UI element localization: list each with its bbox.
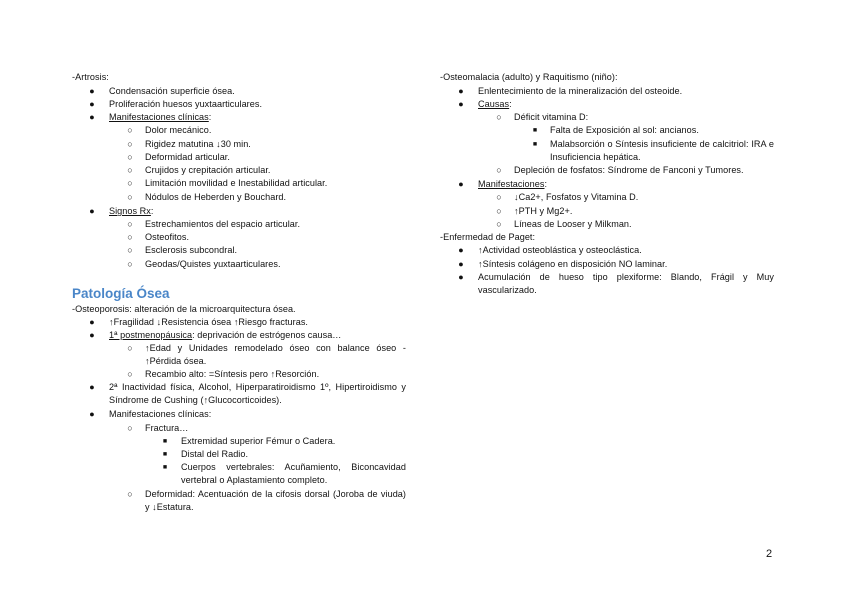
bullet-circle: ○ xyxy=(496,112,502,122)
bullet-disc: ● xyxy=(89,206,95,216)
list-item: Deformidad articular. xyxy=(145,152,230,162)
bullet-disc: ● xyxy=(458,272,464,282)
artrosis-title: -Artrosis: xyxy=(72,72,109,82)
bullet-disc: ● xyxy=(458,99,464,109)
osteomalacia-title: -Osteomalacia (adulto) y Raquitismo (niño): xyxy=(440,72,618,82)
underlined-label: Signos Rx xyxy=(109,206,151,216)
list-item: Osteofitos. xyxy=(145,232,190,242)
bullet-circle: ○ xyxy=(127,178,133,188)
colon: : xyxy=(509,99,512,109)
bullet-disc: ● xyxy=(89,99,95,109)
bullet-circle: ○ xyxy=(127,152,133,162)
bullet-disc: ● xyxy=(458,179,464,189)
list-item: ↑PTH y Mg2+. xyxy=(514,206,573,216)
bullet-disc: ● xyxy=(458,86,464,96)
bullet-disc: ● xyxy=(458,259,464,269)
page-number: 2 xyxy=(766,548,773,560)
list-item: Esclerosis subcondral. xyxy=(145,245,238,255)
list-item: Extremidad superior Fémur o Cadera. xyxy=(181,436,336,446)
bullet-square: ■ xyxy=(162,464,168,471)
list-item: ↑Actividad osteoblástica y osteoclástica. xyxy=(478,245,642,255)
bullet-square: ■ xyxy=(532,141,538,148)
bullet-disc: ● xyxy=(89,382,95,392)
list-item: Deformidad: Acentuación de la cifosis dorsal (Joroba de viuda) y ↓Estatura. xyxy=(145,489,406,513)
bullet-circle: ○ xyxy=(127,192,133,202)
bullet-disc: ● xyxy=(89,330,95,340)
list-item: Enlentecimiento de la mineralización del osteoide. xyxy=(478,86,683,96)
list-item xyxy=(109,205,153,218)
list-item: Dolor mecánico. xyxy=(145,125,212,135)
list-item: Falta de Exposición al sol: ancianos. xyxy=(550,125,699,135)
list-item: Geodas/Quistes yuxtaarticulares. xyxy=(145,259,281,269)
section-heading: Patología Ósea xyxy=(72,286,170,301)
bullet-square: ■ xyxy=(162,451,168,458)
list-item: Cuerpos vertebrales: Acuñamiento, Biconcavidad vertebral o Aplastamiento completo. xyxy=(181,462,406,486)
underlined-label: Causas xyxy=(478,99,510,109)
bullet-circle: ○ xyxy=(127,219,133,229)
bullet-disc: ● xyxy=(458,245,464,255)
colon: : xyxy=(208,112,212,122)
list-item: 2ª Inactividad física, Alcohol, Hiperparatiroidismo 1º, Hipertiroidismo y Síndrome de Cushing (↑Glucocorticoides). xyxy=(109,382,406,406)
paget-title: -Enfermedad de Paget: xyxy=(440,232,536,242)
list-item: Rigidez matutina ↓30 min. xyxy=(145,139,251,149)
bullet-circle: ○ xyxy=(127,245,133,255)
bullet-disc: ● xyxy=(89,86,95,96)
underlined-label: Manifestaciones xyxy=(478,179,545,189)
bullet-circle: ○ xyxy=(127,232,133,242)
list-item xyxy=(478,178,547,191)
bullet-disc: ● xyxy=(89,409,95,419)
list-item: ↑Síntesis colágeno en disposición NO laminar. xyxy=(478,259,668,269)
list-item: Estrechamientos del espacio articular. xyxy=(145,219,301,229)
bullet-square: ■ xyxy=(532,127,538,134)
list-item: Fractura… xyxy=(145,423,189,433)
list-item: ↑Fragilidad ↓Resistencia ósea ↑Riesgo fracturas. xyxy=(109,317,309,327)
bullet-circle: ○ xyxy=(127,343,133,353)
bullet-circle: ○ xyxy=(127,165,133,175)
list-item: Proliferación huesos yuxtaarticulares. xyxy=(109,99,263,109)
list-item xyxy=(478,98,512,111)
bullet-circle: ○ xyxy=(496,206,502,216)
list-item: Nódulos de Heberden y Bouchard. xyxy=(145,192,287,202)
list-item: Déficit vitamina D: xyxy=(514,112,589,122)
list-item: ↑Edad y Unidades remodelado óseo con balance óseo - ↑Pérdida ósea. xyxy=(145,343,406,367)
list-item: Condensación superficie ósea. xyxy=(109,86,235,96)
bullet-circle: ○ xyxy=(127,259,133,269)
underlined-label: 1ª postmenopáusica xyxy=(109,330,193,340)
bullet-circle: ○ xyxy=(496,219,502,229)
list-item: Crujidos y crepitación articular. xyxy=(145,165,271,175)
list-item xyxy=(109,329,341,342)
list-item-rest: : deprivación de estrógenos causa… xyxy=(192,330,342,340)
colon: : xyxy=(544,179,548,189)
list-item: Manifestaciones clínicas: xyxy=(109,409,212,419)
bullet-circle: ○ xyxy=(127,369,133,379)
list-item: Depleción de fosfatos: Síndrome de Fanconi y Tumores. xyxy=(514,165,744,175)
bullet-disc: ● xyxy=(89,112,95,122)
bullet-circle: ○ xyxy=(496,165,502,175)
bullet-circle: ○ xyxy=(127,139,133,149)
osteoporosis-title: -Osteoporosis: alteración de la microarquitectura ósea. xyxy=(72,304,296,314)
bullet-circle: ○ xyxy=(127,423,133,433)
list-item: Recambio alto: =Síntesis pero ↑Resorción. xyxy=(145,369,320,379)
bullet-disc: ● xyxy=(89,317,95,327)
list-item: Malabsorción o Síntesis insuficiente de calcitriol: IRA e Insuficiencia hepática. xyxy=(550,139,774,163)
bullet-circle: ○ xyxy=(127,125,133,135)
bullet-square: ■ xyxy=(162,438,168,445)
list-item: Acumulación de hueso tipo plexiforme: Blando, Frágil y Muy vascularizado. xyxy=(478,272,774,296)
list-item: Distal del Radio. xyxy=(181,449,249,459)
bullet-circle: ○ xyxy=(496,192,502,202)
list-item: Limitación movilidad e Inestabilidad articular. xyxy=(145,178,328,188)
underlined-label: Manifestaciones clínicas xyxy=(109,112,209,122)
list-item xyxy=(109,111,211,124)
colon: : xyxy=(150,206,154,216)
bullet-circle: ○ xyxy=(127,489,133,499)
list-item: Líneas de Looser y Milkman. xyxy=(514,219,632,229)
list-item: ↓Ca2+, Fosfatos y Vitamina D. xyxy=(514,192,639,202)
